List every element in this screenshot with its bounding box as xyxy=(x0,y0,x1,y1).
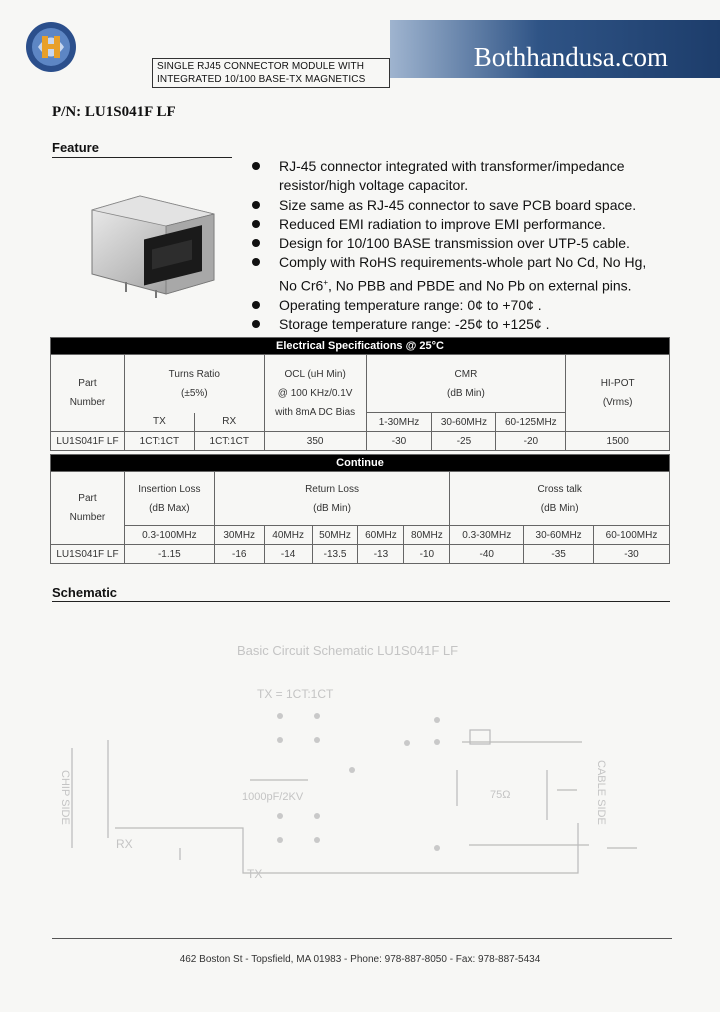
cell-rl-4: -13 xyxy=(358,545,404,564)
ct-band-1: 0.3-30MHz xyxy=(450,526,524,545)
cell-cmr-1: -30 xyxy=(366,432,432,451)
product-title-box xyxy=(152,58,390,88)
table-row xyxy=(51,545,670,564)
part-number: P/N: LU1S041F LF xyxy=(52,104,176,120)
turns-ratio-label: Turns Ratio xyxy=(168,368,220,380)
return-loss-label: Return Loss xyxy=(305,483,359,495)
schematic-diagram xyxy=(52,630,652,900)
cell-part: LU1S041F LF xyxy=(51,545,125,564)
col-return-loss xyxy=(214,472,450,526)
col-hipot xyxy=(566,355,670,432)
cell-ct-3: -30 xyxy=(594,545,670,564)
schematic-heading: Schematic xyxy=(52,585,118,600)
feature-rohs-line2a: No Cr6 xyxy=(279,277,324,294)
rj45-connector-image xyxy=(86,190,216,298)
feature-item: Reduced EMI radiation to improve EMI performance. xyxy=(252,215,672,234)
schematic-wires xyxy=(72,740,637,873)
col-insertion-loss xyxy=(124,472,214,526)
cell-part: LU1S041F LF xyxy=(51,432,125,451)
title-line-2: INTEGRATED 10/100 BASE-TX MAGNETICS xyxy=(157,74,366,85)
hipot-unit-label: (Vrms) xyxy=(602,397,633,408)
insertion-loss-label: Insertion Loss xyxy=(138,483,201,495)
cmr-band-1: 1-30MHz xyxy=(366,413,432,432)
col-turns-ratio xyxy=(124,355,264,413)
cell-cmr-3: -20 xyxy=(496,432,566,451)
schematic-rule xyxy=(52,601,670,602)
feature-rohs-line2b: , No PBB and PBDE and No Pb on external pins. xyxy=(328,277,632,294)
col-part-number xyxy=(51,472,125,545)
resistor-label: 75Ω xyxy=(490,789,511,801)
rl-band-1: 30MHz xyxy=(214,526,264,545)
rl-band-2: 40MHz xyxy=(264,526,312,545)
feature-item: Size same as RJ-45 connector to save PCB board space. xyxy=(252,196,672,215)
col-cmr xyxy=(366,355,566,413)
feature-item: Storage temperature range: -25¢ to +125¢ . xyxy=(252,315,672,334)
cell-il: -1.15 xyxy=(124,545,214,564)
footer-rule xyxy=(52,938,672,939)
col-cross-talk xyxy=(450,472,670,526)
cell-rl-2: -14 xyxy=(264,545,312,564)
feature-rule xyxy=(52,157,232,158)
cmr-band-2: 30-60MHz xyxy=(432,413,496,432)
tx-header: TX xyxy=(124,413,194,432)
feature-rohs-sup: + xyxy=(323,277,329,287)
tolerance-label: (±5%) xyxy=(181,387,208,399)
electrical-spec-title: Electrical Specifications @ 25°C xyxy=(51,338,670,355)
tx-label: TX xyxy=(247,867,263,881)
hipot-label: HI-POT xyxy=(600,378,635,389)
il-band: 0.3-100MHz xyxy=(124,526,214,545)
ct-band-2: 30-60MHz xyxy=(524,526,594,545)
number-label: Number xyxy=(69,397,106,408)
capacitor-label: 1000pF/2KV xyxy=(242,791,304,803)
ocl-label: OCL (uH Min) xyxy=(284,368,346,380)
cell-hipot: 1500 xyxy=(566,432,670,451)
feature-item xyxy=(252,253,672,295)
cable-side-label: CABLE SIDE xyxy=(595,760,607,825)
schematic-caption: Basic Circuit Schematic LU1S041F LF xyxy=(237,643,459,658)
cmr-band-3: 60-125MHz xyxy=(496,413,566,432)
cmr-unit-label: (dB Min) xyxy=(447,387,485,399)
col-ocl xyxy=(264,355,366,432)
cell-tx: 1CT:1CT xyxy=(124,432,194,451)
feature-item: RJ-45 connector integrated with transformer/impedance resistor/high voltage capacitor. xyxy=(252,157,672,196)
number-label: Number xyxy=(69,512,106,523)
feature-rohs-line1: Comply with RoHS requirements-whole part No Cd, No Hg, xyxy=(279,254,647,271)
cell-rx: 1CT:1CT xyxy=(194,432,264,451)
footer-address: 462 Boston St - Topsfield, MA 01983 - Phone: 978-887-8050 - Fax: 978-887-5434 xyxy=(179,954,541,965)
rx-transformer-dots xyxy=(277,713,440,851)
cell-ct-1: -40 xyxy=(450,545,524,564)
chip-side-label: CHIP SIDE xyxy=(59,770,71,825)
cmr-label: CMR xyxy=(454,368,478,380)
rl-unit-label: (dB Min) xyxy=(313,502,351,514)
rl-band-3: 50MHz xyxy=(312,526,358,545)
feature-item: Operating temperature range: 0¢ to +70¢ . xyxy=(252,296,672,315)
bothhand-logo xyxy=(24,20,78,74)
cell-rl-1: -16 xyxy=(214,545,264,564)
brand-banner xyxy=(390,20,720,78)
rl-band-4: 60MHz xyxy=(358,526,404,545)
il-unit-label: (dB Max) xyxy=(149,502,190,514)
continue-spec-table xyxy=(50,454,670,564)
cell-rl-5: -10 xyxy=(404,545,450,564)
feature-item: Design for 10/100 BASE transmission over UTP-5 cable. xyxy=(252,234,672,253)
ocl-bias-label: with 8mA DC Bias xyxy=(275,406,356,418)
ocl-cond-label: @ 100 KHz/0.1V xyxy=(277,387,353,399)
rx-header: RX xyxy=(194,413,264,432)
schematic-ratio: TX = 1CT:1CT xyxy=(257,687,334,701)
cell-rl-3: -13.5 xyxy=(312,545,358,564)
part-label: Part xyxy=(78,378,97,389)
electrical-spec-table xyxy=(50,337,670,451)
part-label: Part xyxy=(78,493,97,504)
title-line-1: SINGLE RJ45 CONNECTOR MODULE WITH xyxy=(157,61,365,72)
col-part-number xyxy=(51,355,125,432)
cross-talk-label: Cross talk xyxy=(537,483,582,495)
ct-band-3: 60-100MHz xyxy=(594,526,670,545)
feature-list xyxy=(252,157,672,334)
ct-unit-label: (dB Min) xyxy=(540,502,579,514)
cell-ocl: 350 xyxy=(264,432,366,451)
cell-ct-2: -35 xyxy=(524,545,594,564)
feature-heading: Feature xyxy=(52,140,99,155)
rl-band-5: 80MHz xyxy=(404,526,450,545)
rx-label: RX xyxy=(116,837,133,851)
brand-url[interactable]: Bothhandusa.com xyxy=(473,42,668,72)
continue-title: Continue xyxy=(51,455,670,472)
table-row xyxy=(51,432,670,451)
cell-cmr-2: -25 xyxy=(432,432,496,451)
